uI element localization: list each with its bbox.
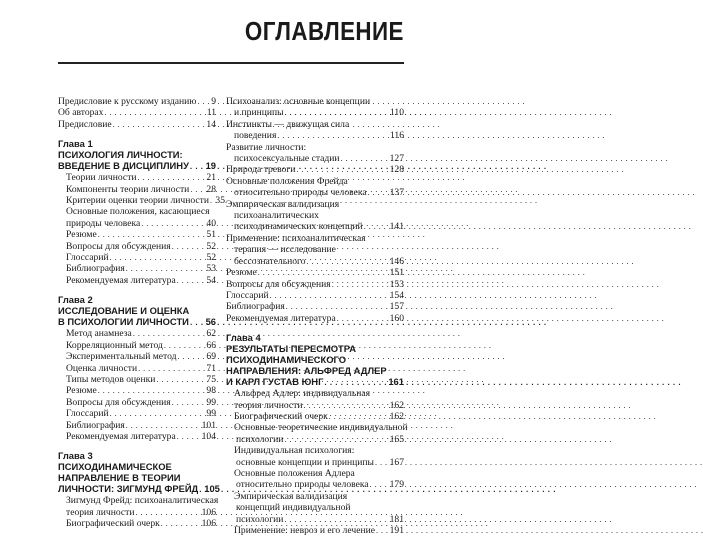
toc-entry-title: Резюме (66, 385, 97, 397)
toc-entry-title: Основные положения Адлера (234, 467, 355, 479)
toc-entry[interactable] (226, 107, 404, 118)
toc-entry[interactable] (226, 153, 404, 164)
toc-entry-title: психологии (236, 433, 284, 445)
toc-entry-title: Эмпирическая валидизация (234, 490, 348, 502)
toc-page-number: 165 (389, 433, 404, 445)
header-rule (58, 62, 404, 64)
toc-entry[interactable] (58, 507, 216, 518)
toc-entry-title: Применение: невроз и его лечение (234, 525, 375, 536)
toc-entry[interactable] (226, 210, 404, 221)
toc-page-number: 99 (206, 396, 216, 408)
toc-page-number: 160 (389, 312, 404, 324)
chapter-title: В ПСИХОЛОГИИ ЛИЧНОСТИ (58, 316, 189, 328)
toc-page-number: 128 (389, 164, 404, 176)
toc-page-number: 9 (211, 96, 216, 107)
toc-entry[interactable] (226, 468, 404, 479)
chapter-page-number: 56 (205, 316, 216, 328)
toc-entry-title: Развитие личности: (226, 141, 307, 153)
toc-entry-title: Глоссарий (66, 408, 109, 420)
toc-leader-dots (98, 229, 205, 240)
toc-leader-dots (138, 172, 205, 183)
toc-entry[interactable] (58, 263, 216, 274)
toc-entry-title: Библиография (226, 301, 285, 313)
toc-leader-dots (197, 96, 205, 107)
toc-entry-title: природы человека (66, 217, 141, 229)
toc-entry-title: Глоссарий (226, 289, 269, 301)
toc-entry-title: Резюме (226, 267, 257, 279)
toc-entry-title: бессознательного (234, 255, 306, 267)
toc-entry[interactable] (58, 328, 216, 339)
toc-page-number: 62 (206, 328, 216, 340)
toc-page-number: 53 (206, 263, 216, 275)
toc-entry-title: относительно природы человека (234, 187, 367, 199)
toc-entry[interactable] (226, 502, 404, 513)
toc-page-number: 106 (201, 518, 216, 530)
toc-entry[interactable] (226, 142, 404, 153)
toc-page-number: 75 (206, 373, 216, 385)
chapter-title: ИССЛЕДОВАНИЕ И ОЦЕНКА (58, 305, 190, 317)
chapter-title: НАПРАВЛЕНИЯ: АЛЬФРЕД АДЛЕР (226, 365, 387, 377)
chapter-title-entry[interactable] (58, 160, 216, 172)
toc-entry-title: Компоненты теории личности (66, 183, 190, 195)
toc-leader-dots (364, 221, 389, 232)
toc-entry[interactable] (226, 400, 404, 411)
toc-entry-title: психодинамических концепций (234, 221, 363, 233)
toc-page-number: 141 (389, 221, 404, 233)
toc-entry-title: терапия — исследование (234, 244, 336, 256)
toc-leader-dots (270, 290, 389, 301)
chapter-title: РЕЗУЛЬТАТЫ ПЕРЕСМОТРА (226, 343, 356, 355)
toc-entry-title: концепций индивидуальной (236, 502, 351, 514)
toc-leader-dots (178, 351, 205, 362)
toc-entry[interactable] (226, 130, 404, 141)
toc-entry-title: поведения (234, 130, 277, 142)
toc-entry[interactable] (58, 340, 216, 351)
chapter-title: ЛИЧНОСТИ: ЗИГМУНД ФРЕЙД (58, 483, 199, 495)
toc-entry[interactable] (58, 420, 216, 431)
toc-entry-title: Глоссарий (66, 252, 109, 264)
toc-entry[interactable] (226, 301, 404, 312)
toc-leader-dots (296, 164, 388, 175)
toc-page-number: 51 (206, 229, 216, 241)
toc-leader-dots (284, 434, 388, 445)
toc-leader-dots (141, 218, 205, 229)
toc-entry-title: Критерии оценки теории личности (66, 195, 209, 207)
toc-entry-title: Рекомендуемая литература (66, 430, 176, 442)
chapter-title: ВВЕДЕНИЕ В ДИСЦИПЛИНУ (58, 160, 189, 172)
toc-entry[interactable] (58, 119, 216, 130)
toc-entry-title: Вопросы для обсуждения (66, 240, 171, 252)
toc-entry-title: теория личности (234, 399, 303, 411)
toc-leader-dots (177, 275, 205, 286)
toc-leader-dots (341, 153, 389, 164)
toc-entry[interactable] (226, 233, 404, 244)
chapter-title: ПСИХОЛОГИЯ ЛИЧНОСТИ: (58, 149, 183, 161)
toc-leader-dots (190, 184, 205, 195)
toc-leader-dots (376, 525, 389, 536)
toc-entry[interactable] (58, 397, 216, 408)
toc-entry-title: Зигмунд Фрейд: психоаналитическая (66, 495, 219, 507)
chapter-label: Глава 1 (58, 138, 93, 150)
chapter-title: НАПРАВЛЕНИЕ В ТЕОРИИ (58, 472, 181, 484)
toc-page-number: 40 (206, 217, 216, 229)
toc-leader-dots (133, 328, 205, 339)
toc-leader-dots (329, 411, 389, 422)
chapter-page-number: 19 (205, 160, 216, 172)
toc-page-number: 153 (389, 278, 404, 290)
toc-entry[interactable] (226, 313, 404, 324)
toc-entry[interactable] (226, 176, 404, 187)
toc-entry[interactable] (58, 252, 216, 263)
toc-entry[interactable] (58, 96, 216, 107)
toc-entry-title: Корреляционный метод (66, 339, 163, 351)
toc-entry[interactable] (226, 267, 404, 278)
toc-page-number: 157 (389, 301, 404, 313)
toc-entry-title: Альфред Адлер: индивидуальная (234, 388, 371, 400)
toc-right-column (226, 96, 408, 536)
toc-leader-dots (258, 267, 389, 278)
toc-entry-title: Биографический очерк (234, 410, 328, 422)
toc-entry[interactable] (226, 422, 408, 434)
toc-entry[interactable] (58, 172, 216, 183)
toc-page-number: 28 (206, 183, 216, 195)
toc-entry[interactable] (226, 199, 404, 210)
chapter-title-entry[interactable] (58, 483, 220, 495)
toc-entry-title: Библиография (66, 419, 125, 431)
toc-left-column (58, 96, 225, 530)
toc-entry-title: Рекомендуемая литература (66, 274, 176, 286)
toc-page-number: 106 (201, 506, 216, 518)
toc-leader-dots (110, 408, 205, 419)
toc-leader-dots (126, 263, 205, 274)
toc-entry-title: Резюме (66, 229, 97, 241)
toc-entry[interactable] (58, 229, 216, 240)
toc-entry[interactable] (226, 445, 404, 456)
toc-entry-title: Предисловие (58, 118, 112, 130)
toc-entry[interactable] (226, 187, 404, 198)
toc-page-number: 11 (206, 107, 216, 119)
toc-leader-dots (332, 279, 389, 290)
toc-page-number: 52 (206, 240, 216, 252)
toc-entry[interactable] (58, 218, 216, 229)
toc-page-number: 14 (206, 118, 216, 130)
toc-entry[interactable] (58, 495, 219, 507)
toc-entry[interactable] (58, 184, 216, 195)
toc-entry[interactable] (58, 206, 216, 217)
toc-entry-title: теория личности (66, 506, 135, 518)
toc-page-number: 146 (389, 255, 404, 267)
toc-entry[interactable] (58, 431, 216, 442)
toc-page-number: 98 (206, 385, 216, 397)
toc-entry-title: Основные положения, касающиеся (66, 206, 210, 218)
toc-entry-title: Психоанализ: основные концепции (226, 96, 371, 107)
toc-entry[interactable] (226, 279, 404, 290)
toc-entry-title: Теории личности (66, 172, 137, 184)
toc-entry-title: Биографический очерк (66, 518, 160, 530)
chapter-title-entry[interactable] (226, 376, 404, 388)
toc-leader-dots (285, 107, 389, 118)
toc-leader-dots (110, 252, 205, 263)
toc-entry-title: Индивидуальная психология: (234, 445, 355, 457)
chapter-title: ПСИХОДИНАМИЧЕСКОЕ (58, 461, 172, 473)
toc-entry-title: психоаналитических (234, 210, 319, 222)
toc-entry[interactable] (58, 195, 225, 207)
toc-entry[interactable] (226, 164, 404, 175)
toc-leader-dots (370, 479, 389, 490)
toc-page-number: 191 (389, 525, 404, 536)
toc-leader-dots (104, 107, 205, 118)
toc-entry-title: Библиография (66, 263, 125, 275)
toc-page-number: 101 (201, 419, 216, 431)
toc-entry[interactable] (226, 388, 404, 399)
toc-page-number: 116 (389, 130, 404, 142)
chapter-page-number: 161 (388, 376, 404, 388)
toc-entry-title: Природа тревоги (226, 164, 296, 176)
toc-leader-dots (98, 385, 205, 396)
toc-entry-title: Метод анамнеза (66, 328, 132, 340)
toc-leader-dots (199, 483, 203, 495)
toc-leader-dots (210, 195, 214, 206)
chapter-label: Глава 4 (226, 332, 261, 344)
toc-page-number: 110 (389, 107, 404, 119)
toc-entry-title: психосексуальные стадии (234, 153, 340, 165)
toc-leader-dots (324, 376, 387, 388)
chapter-title: И КАРЛ ГУСТАВ ЮНГ (226, 376, 324, 388)
chapter-title: ПСИХОДИНАМИЧЕСКОГО (226, 354, 347, 366)
toc-page-number: 179 (389, 479, 404, 491)
toc-entry-title: Рекомендуемая литература (226, 312, 336, 324)
toc-entry[interactable] (58, 107, 216, 118)
chapter-page-number: 105 (204, 483, 220, 495)
toc-entry[interactable] (58, 351, 216, 362)
chapter-label: Глава 3 (58, 450, 93, 462)
toc-page-number: 35 (215, 195, 225, 207)
toc-entry-title: Основные положения Фрейда (226, 175, 348, 187)
toc-page-number: 154 (389, 289, 404, 301)
toc-page-number: 137 (389, 187, 404, 199)
toc-leader-dots (126, 420, 201, 431)
toc-entry[interactable] (58, 363, 216, 374)
toc-page-number: 162 (389, 399, 404, 411)
toc-page-number: 151 (389, 267, 404, 279)
toc-page-number: 52 (206, 252, 216, 264)
toc-entry[interactable] (58, 408, 216, 419)
toc-leader-dots (177, 431, 201, 442)
toc-entry[interactable] (58, 518, 216, 529)
toc-entry[interactable] (226, 221, 404, 232)
toc-entry-title: Вопросы для обсуждения (66, 396, 171, 408)
toc-page-number: 181 (389, 513, 404, 525)
toc-entry[interactable] (226, 256, 404, 267)
toc-entry-title: психологии (236, 513, 284, 525)
toc-entry-title: Инстинкты — движущая сила (226, 118, 350, 130)
toc-page-number: 66 (206, 339, 216, 351)
toc-entry[interactable] (226, 525, 404, 536)
toc-entry-title: и принципы (234, 107, 284, 119)
toc-entry-title: относительно природы человека (236, 479, 369, 491)
toc-entry[interactable] (226, 411, 404, 422)
toc-page-number: 99 (206, 408, 216, 420)
toc-leader-dots (161, 518, 201, 529)
toc-entry-title: Применение: психоаналитическая (226, 232, 366, 244)
toc-leader-dots (164, 340, 205, 351)
toc-leader-dots (284, 514, 388, 525)
toc-entry[interactable] (226, 290, 404, 301)
toc-entry-title: основные концепции и принципы (236, 456, 375, 468)
toc-leader-dots (113, 119, 205, 130)
toc-entry[interactable] (58, 275, 216, 286)
chapter-label: Глава 2 (58, 294, 93, 306)
toc-leader-dots (368, 187, 389, 198)
toc-entry[interactable] (226, 96, 404, 107)
toc-leader-dots (375, 457, 389, 468)
toc-leader-dots (172, 397, 205, 408)
toc-leader-dots (337, 313, 389, 324)
toc-leader-dots (136, 507, 201, 518)
toc-page-number: 162 (389, 410, 404, 422)
toc-entry-title: Основные теоретические индивидуальной (234, 422, 408, 434)
toc-entry[interactable] (226, 491, 404, 502)
toc-entry[interactable] (58, 385, 216, 396)
toc-leader-dots (277, 130, 389, 141)
toc-entry[interactable] (226, 457, 404, 468)
toc-page-number: 104 (201, 430, 216, 442)
toc-leader-dots (304, 400, 389, 411)
toc-entry[interactable] (226, 514, 404, 525)
toc-page-number: 69 (206, 351, 216, 363)
toc-leader-dots (190, 160, 205, 172)
toc-leader-dots (172, 241, 205, 252)
toc-leader-dots (286, 301, 389, 312)
toc-page-number: 127 (389, 153, 404, 165)
toc-entry[interactable] (226, 434, 404, 445)
toc-leader-dots (190, 316, 205, 328)
toc-entry-title: Эмпирическая валидизация (226, 198, 340, 210)
toc-page-number: 167 (389, 456, 404, 468)
toc-page-number: 71 (206, 362, 216, 374)
page-title: ОГЛАВЛЕНИЕ (245, 16, 404, 46)
toc-page-number: 54 (206, 274, 216, 286)
toc-leader-dots (156, 374, 205, 385)
toc-entry-title: Предисловие к русскому изданию (58, 96, 197, 107)
page-header (0, 0, 420, 72)
toc-leader-dots (307, 256, 389, 267)
toc-entry-title: Оценка личности (66, 362, 138, 374)
toc-page-number: 21 (206, 172, 216, 184)
toc-entry-title: Экспериментальный метод (66, 351, 177, 363)
toc-entry-title: Вопросы для обсуждения (226, 278, 331, 290)
toc-entry[interactable] (58, 374, 216, 385)
toc-entry-title: Типы методов оценки (66, 373, 156, 385)
toc-entry[interactable] (226, 479, 404, 490)
toc-entry[interactable] (58, 241, 216, 252)
chapter-title-entry[interactable] (58, 316, 216, 328)
toc-leader-dots (138, 363, 205, 374)
toc-entry-title: Об авторах (58, 107, 104, 119)
toc-entry[interactable] (226, 244, 404, 255)
toc-entry[interactable] (226, 119, 404, 130)
